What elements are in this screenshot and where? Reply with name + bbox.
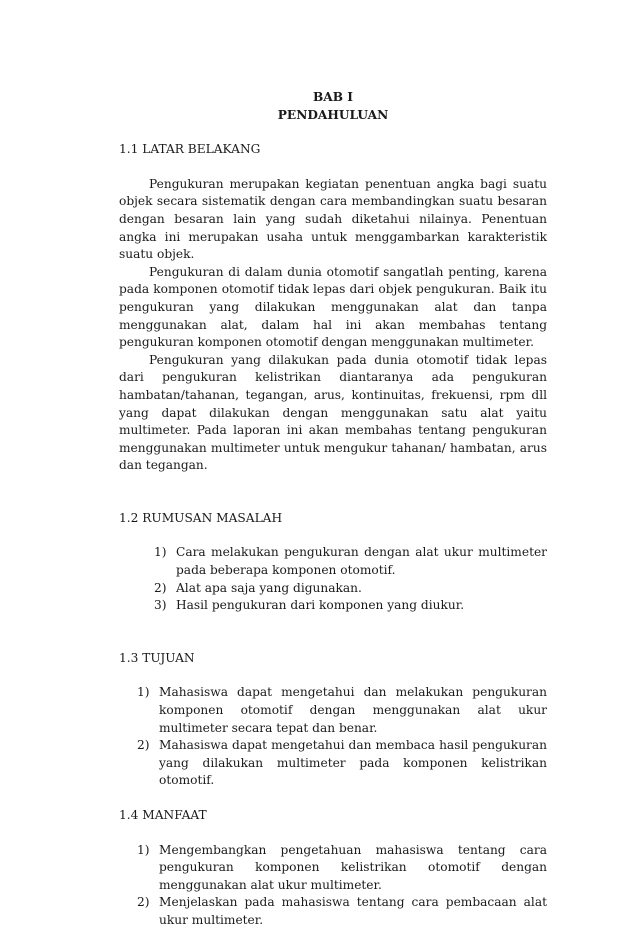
list-text: Hasil pengukuran dari komponen yang diukur. bbox=[176, 598, 465, 613]
chapter-number: BAB I bbox=[312, 90, 353, 104]
list-number: 3) bbox=[154, 598, 167, 613]
list-number: 2) bbox=[137, 738, 150, 753]
list-text: Mengembangkan pengetahuan mahasiswa tentang cara pengukuran komponen kelistrikan otomotif dengan menggunakan alat ukur multimeter. bbox=[159, 842, 547, 892]
list-text: Mahasiswa dapat mengetahui dan melakukan pengukuran komponen otomotif dengan menggunakan alat ukur multimeter secara tepat dan benar. bbox=[159, 685, 547, 735]
list-item bbox=[154, 544, 547, 579]
list-text: Mahasiswa dapat mengetahui dan membaca hasil pengukuran yang dilakukan multimeter pada komponen kelistrikan otomotif. bbox=[159, 738, 547, 788]
list-text: Menjelaskan pada mahasiswa tentang cara pembacaan alat ukur multimeter. bbox=[159, 895, 547, 927]
paragraph: Pengukuran di dalam dunia otomotif sangatlah penting, karena pada komponen otomotif tidak lepas dari objek pengukuran. Baik itu pengukuran yang dilakukan menggunakan alat dan tanpa menggunakan alat, dalam hal ini akan membahas tentang pengukuran komponen otomotif dengan menggunakan multimeter. bbox=[119, 264, 547, 350]
paragraph: Pengukuran merupakan kegiatan penentuan angka bagi suatu objek secara sistematik dengan cara membandingkan suatu besaran dengan besaran lain yang sudah diketahui nilainya. Penentuan angka ini merupakan usaha untuk menggambarkan karakteristik suatu objek. bbox=[119, 176, 547, 262]
list-number: 2) bbox=[137, 895, 150, 910]
chapter-title: PENDAHULUAN bbox=[277, 107, 389, 122]
list-item bbox=[137, 842, 547, 895]
section-heading-rumusan: 1.2 RUMUSAN MASALAH bbox=[119, 510, 283, 525]
list-item bbox=[154, 580, 547, 598]
tujuan-list bbox=[119, 684, 547, 790]
list-number: 1) bbox=[137, 842, 150, 857]
list-item bbox=[137, 737, 547, 790]
list-text: Cara melakukan pengukuran dengan alat ukur multimeter pada beberapa komponen otomotif. bbox=[176, 545, 547, 578]
section-heading-latar: 1.1 LATAR BELAKANG bbox=[119, 142, 261, 157]
rumusan-list bbox=[119, 544, 547, 614]
paragraph: Pengukuran yang dilakukan pada dunia otomotif tidak lepas dari pengukuran kelistrikan diantaranya ada pengukuran hambatan/tahanan, tegangan, arus, kontinuitas, frekuensi, rpm dll yang dapat dilakukan dengan menggunakan satu alat yaitu multimeter. Pada laporan ini akan membahas tentang pengukuran menggunakan multimeter untuk mengukur tahanan/ hambatan, arus dan tegangan. bbox=[119, 352, 547, 473]
document-content bbox=[119, 89, 547, 930]
list-number: 1) bbox=[154, 545, 167, 560]
list-text: Alat apa saja yang digunakan. bbox=[176, 580, 362, 595]
section-heading-manfaat: 1.4 MANFAAT bbox=[119, 808, 207, 822]
list-item bbox=[137, 894, 547, 929]
list-item bbox=[137, 684, 547, 737]
section-heading-tujuan: 1.3 TUJUAN bbox=[119, 650, 195, 665]
list-number: 2) bbox=[154, 580, 167, 595]
list-item bbox=[154, 597, 547, 615]
chapter-header bbox=[119, 89, 547, 124]
list-number: 1) bbox=[137, 685, 150, 700]
manfaat-list bbox=[119, 842, 547, 930]
